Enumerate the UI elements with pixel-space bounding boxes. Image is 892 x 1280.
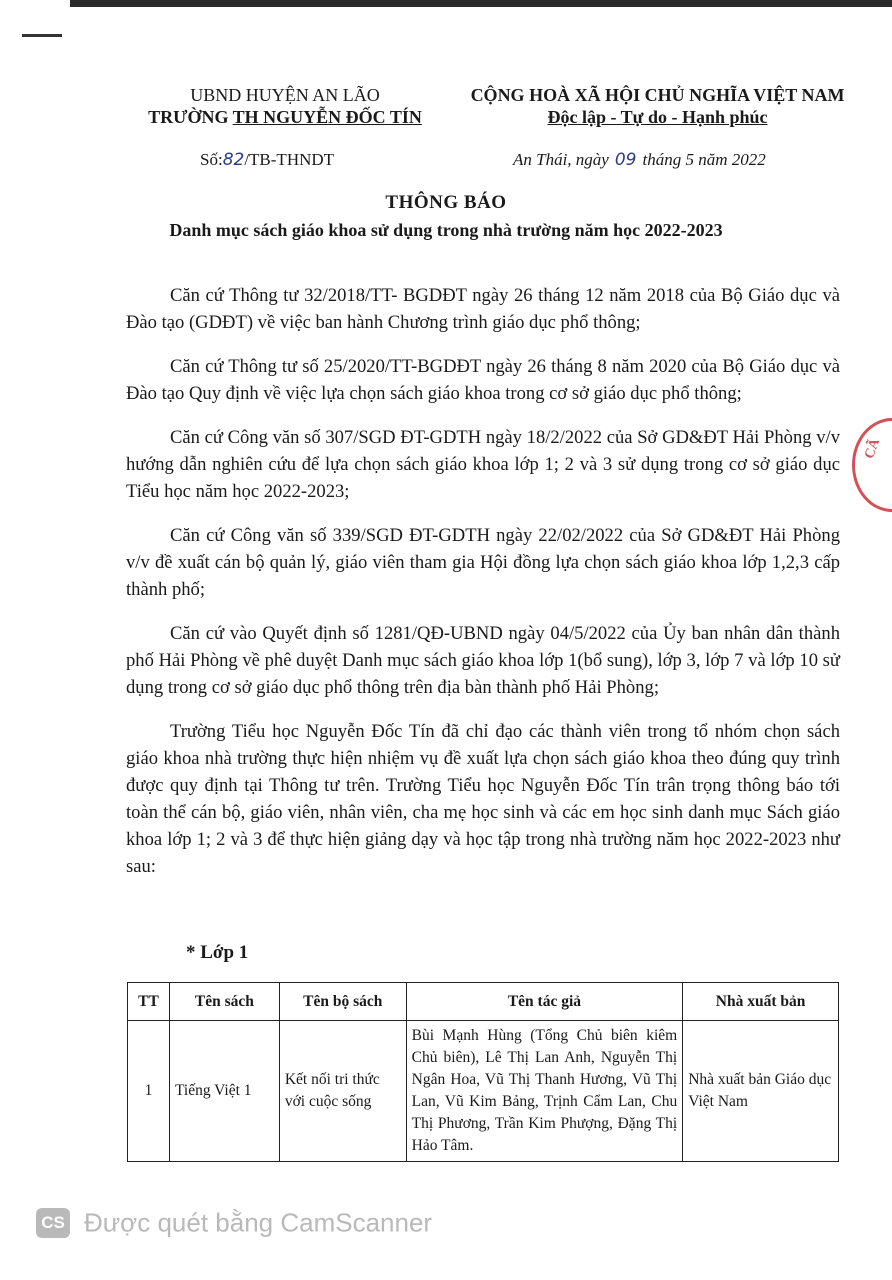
- cell-tt: 1: [128, 1021, 170, 1162]
- header-left: [120, 84, 450, 128]
- cell-book-name: Tiếng Việt 1: [169, 1021, 279, 1162]
- paragraph: Trường Tiểu học Nguyễn Đốc Tín đã chỉ đạo các thành viên trong tổ nhóm chọn sách giáo khoa nhà trường thực hiện nhiệm vụ đề xuất lựa chọn sách giáo khoa theo đúng quy trình được quy định tại Thông tư trên. Trường Tiểu học Nguyễn Đốc Tín trân trọng thông báo tới toàn thể cán bộ, giáo viên, nhân viên, cha mẹ học sinh và các em học sinh danh mục Sách giáo khoa lớp 1; 2 và 3 để thực hiện giảng dạy và học tập trong nhà trường năm học 2022-2023 như sau:: [126, 721, 840, 877]
- header-book-name: Tên sách: [169, 983, 279, 1021]
- camscanner-watermark: [36, 1206, 432, 1239]
- table-header-row: [128, 983, 839, 1021]
- cell-series: Kết nối tri thức với cuộc sống: [279, 1021, 406, 1162]
- scan-mark: [22, 34, 62, 37]
- watermark-text: Được quét bằng CamScanner: [84, 1207, 433, 1238]
- motto: Độc lập - Tự do - Hạnh phúc: [547, 107, 768, 127]
- header-authors: Tên tác giả: [406, 983, 683, 1021]
- paragraph: Căn cứ Thông tư 32/2018/TT- BGDĐT ngày 26 tháng 12 năm 2018 của Bộ Giáo dục và Đào tạo (GDĐT) về việc ban hành Chương trình giáo dục phổ thông;: [126, 285, 840, 333]
- header-publisher: Nhà xuất bản: [683, 983, 839, 1021]
- document-title: THÔNG BÁO: [385, 192, 507, 213]
- header-series: Tên bộ sách: [279, 983, 406, 1021]
- header-tt: TT: [128, 983, 170, 1021]
- document-subtitle: Danh mục sách giáo khoa sử dụng trong nhà trường năm học 2022-2023: [169, 220, 723, 240]
- cell-publisher: Nhà xuất bản Giáo dục Việt Nam: [683, 1021, 839, 1162]
- paragraph: Căn cứ Công văn số 307/SGD ĐT-GDTH ngày 18/2/2022 của Sở GD&ĐT Hải Phòng v/v hướng dẫn nghiên cứu để lựa chọn sách giáo khoa lớp 1; 2 và 3 sử dụng trong cơ sở giáo dục Tiểu học năm học 2022-2023;: [126, 427, 840, 502]
- textbook-table: [127, 982, 839, 1162]
- document-number: Số:82/TB-THNDT: [200, 150, 335, 170]
- header-right: [445, 84, 870, 128]
- table-row: [128, 1021, 839, 1162]
- paragraph: Căn cứ vào Quyết định số 1281/QĐ-UBND ngày 04/5/2022 của Ủy ban nhân dân thành phố Hải Phòng về phê duyệt Danh mục sách giáo khoa lớp 1(bổ sung), lớp 3, lớp 7 và lớp 10 sử dụng trong cơ sở giáo dục phổ thông trên địa bàn thành phố Hải Phòng;: [126, 623, 840, 698]
- scan-edge-shadow: [70, 0, 892, 7]
- document-body: [126, 282, 840, 897]
- handwritten-day: 09: [614, 150, 637, 170]
- issue-date: An Thái, ngày 09 tháng 5 năm 2022: [513, 150, 766, 170]
- section-heading: * Lớp 1: [186, 942, 249, 963]
- paragraph: Căn cứ Công văn số 339/SGD ĐT-GDTH ngày 22/02/2022 của Sở GD&ĐT Hải Phòng v/v đề xuất cán bộ quản lý, giáo viên tham gia Hội đồng lựa chọn sách giáo khoa lớp 1,2,3 cấp thành phố;: [126, 525, 840, 600]
- handwritten-number: 82: [222, 150, 245, 170]
- red-stamp-edge: CÃ: [852, 418, 892, 512]
- nation-name: CỘNG HOÀ XÃ HỘI CHỦ NGHĨA VIỆT NAM: [470, 85, 845, 105]
- paragraph: Căn cứ Thông tư số 25/2020/TT-BGDĐT ngày 26 tháng 8 năm 2020 của Bộ Giáo dục và Đào tạo Quy định về việc lựa chọn sách giáo khoa trong cơ sở giáo dục phổ thông;: [126, 356, 840, 404]
- cell-authors: Bùi Mạnh Hùng (Tổng Chủ biên kiêm Chủ biên), Lê Thị Lan Anh, Nguyễn Thị Ngân Hoa, Vũ Thị Thanh Hương, Vũ Thị Lan, Vũ Kim Bảng, Trịnh Cẩm Lan, Chu Thị Phương, Trần Kim Phượng, Đặng Thị Hảo Tâm.: [406, 1021, 683, 1162]
- agency-name: UBND HUYỆN AN LÃO: [190, 85, 380, 105]
- school-name: TH NGUYỄN ĐỐC TÍN: [232, 107, 422, 127]
- school-name-line: TRƯỜNG TH NGUYỄN ĐỐC TÍN: [148, 107, 422, 127]
- camscanner-logo-icon: CS: [36, 1208, 70, 1238]
